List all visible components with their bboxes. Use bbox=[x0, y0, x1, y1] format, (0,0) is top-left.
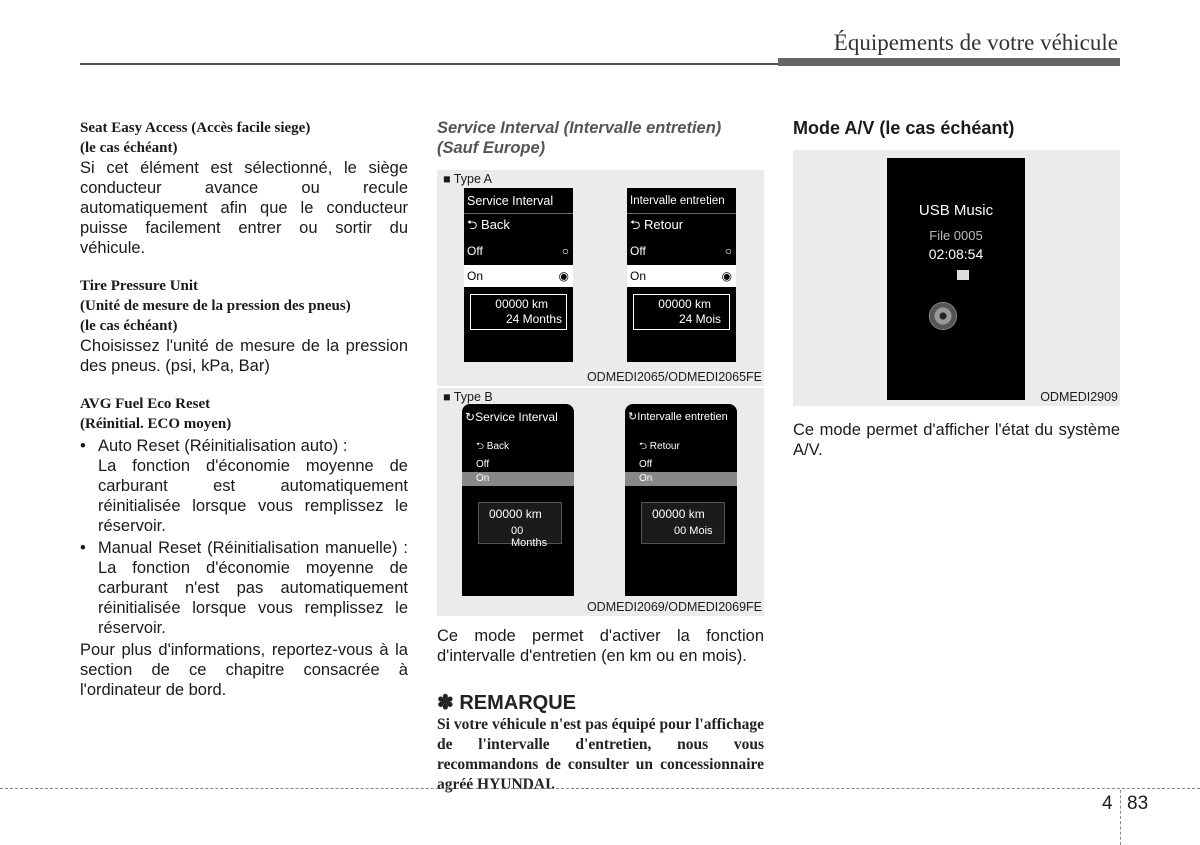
bullet-item bbox=[80, 436, 408, 456]
disc-icon bbox=[929, 302, 957, 330]
service-interval-body: Ce mode permet d'activer la fonction d'intervalle d'entretien (en km ou en mois). bbox=[437, 627, 764, 665]
screen-a-en bbox=[464, 188, 573, 362]
months-value: 00 Months bbox=[511, 525, 548, 549]
screen-b-fr bbox=[625, 404, 737, 596]
type-a-label: ■ Type A bbox=[443, 172, 493, 186]
months-value: 24 Months bbox=[505, 312, 562, 326]
remarque-body: Si votre véhicule n'est pas équipé pour l'affichage de l'intervalle d'entretien, nous vous recommandons de consulter un concessionnaire agréé HYUNDAI. bbox=[437, 716, 764, 793]
section-subtitle: (le cas échéant) bbox=[80, 140, 178, 156]
section-title: Seat Easy Access (Accès facile siege) bbox=[80, 120, 311, 136]
section-body: Si cet élément est sélectionné, le siège conducteur avance ou recule automatiquement afin que le conducteur puisse facilement entrer ou sortir du véhicule. bbox=[80, 159, 408, 257]
header-rule bbox=[80, 63, 778, 65]
av-title: USB Music bbox=[918, 202, 994, 219]
screen-header: Service Interval bbox=[467, 194, 554, 208]
bullet-body: La fonction d'économie moyenne de carburant est automatiquement réinitialisée lorsque vous remplissez le réservoir. bbox=[98, 457, 408, 535]
screen-back-row: ⮌ Back bbox=[476, 441, 510, 452]
type-b-label: ■ Type B bbox=[443, 390, 493, 404]
bullet-dot: • bbox=[80, 437, 86, 455]
back-label: Retour bbox=[644, 217, 684, 232]
figure-type-a bbox=[437, 170, 764, 386]
header-rule-thick bbox=[778, 58, 1120, 66]
screen-off-row bbox=[464, 240, 573, 262]
column-right bbox=[793, 118, 1120, 460]
screen-back-row: ⮌ Back bbox=[467, 217, 510, 232]
screen-header: Intervalle entretien bbox=[630, 195, 725, 207]
interval-values-box bbox=[633, 294, 730, 330]
interval-values-box bbox=[478, 502, 562, 549]
screen-on-row bbox=[464, 265, 573, 287]
section-title: Tire Pressure Unit bbox=[80, 278, 199, 294]
screen-off-row: Off bbox=[639, 459, 653, 470]
back-label: Back bbox=[486, 441, 510, 452]
figure-av bbox=[793, 150, 1120, 406]
service-interval-title: Service Interval (Intervalle entretien) (Sauf Europe) bbox=[437, 119, 722, 157]
header-label: Intervalle entretien bbox=[637, 411, 728, 423]
interval-values-box bbox=[641, 502, 725, 544]
section-avg-fuel-eco-reset bbox=[80, 394, 408, 700]
footer-rule bbox=[0, 788, 1200, 789]
column-left bbox=[80, 118, 408, 700]
mode-av-body: Ce mode permet d'afficher l'état du système A/V. bbox=[793, 421, 1120, 459]
bullet-text: Auto Reset (Réinitialisation auto) : bbox=[98, 437, 348, 455]
bullet-dot: • bbox=[80, 539, 86, 557]
km-value: 00000 km bbox=[652, 507, 705, 521]
figure-caption: ODMEDI2069/ODMEDI2069FE bbox=[586, 600, 762, 614]
screen-back-row: ⮌ Retour bbox=[639, 441, 680, 452]
radio-selected-icon: ◉ bbox=[721, 269, 732, 283]
screen-on-row: On bbox=[462, 472, 574, 486]
closing-text: Pour plus d'informations, reportez-vous à la section de ce chapitre consacrée à l'ordinateur de bord. bbox=[80, 641, 408, 699]
km-value: 00000 km bbox=[489, 507, 542, 521]
header-label: Service Interval bbox=[475, 410, 558, 424]
av-file: File 0005 bbox=[929, 228, 983, 243]
figure-caption: ODMEDI2065/ODMEDI2065FE bbox=[586, 370, 762, 384]
footer-divider bbox=[1120, 790, 1121, 845]
screen-on-row bbox=[627, 265, 736, 287]
usb-icon bbox=[957, 270, 969, 280]
screen-back-row: ⮌ Retour bbox=[630, 217, 684, 232]
screen-on-row: On bbox=[625, 472, 737, 486]
bullet-item bbox=[80, 538, 408, 638]
screen-header bbox=[462, 406, 574, 428]
figure-type-b bbox=[437, 388, 764, 616]
screen-header bbox=[625, 406, 737, 428]
off-label: Off bbox=[467, 244, 483, 258]
av-time: 02:08:54 bbox=[928, 246, 984, 262]
screen-a-fr bbox=[627, 188, 736, 362]
section-subtitle: (Unité de mesure de la pression des pneus) bbox=[80, 298, 351, 314]
radio-unselected-icon: ○ bbox=[724, 244, 732, 258]
figure-caption: ODMEDI2909 bbox=[1040, 390, 1118, 404]
section-title: AVG Fuel Eco Reset bbox=[80, 396, 211, 412]
months-value: 24 Mois bbox=[678, 312, 721, 326]
on-label: On bbox=[467, 269, 484, 283]
chapter-number: 4 bbox=[1102, 793, 1113, 814]
back-label: Back bbox=[481, 217, 510, 232]
radio-unselected-icon: ○ bbox=[561, 244, 569, 258]
km-value: 00000 km bbox=[495, 297, 548, 311]
section-seat-easy-access bbox=[80, 118, 408, 258]
months-value: 00 Mois bbox=[674, 525, 713, 537]
radio-selected-icon: ◉ bbox=[558, 269, 569, 283]
back-label: Retour bbox=[649, 441, 680, 452]
section-body: Choisissez l'unité de mesure de la pression des pneus. (psi, kPa, Bar) bbox=[80, 337, 408, 375]
section-subtitle: (Réinitial. ECO moyen) bbox=[80, 416, 232, 432]
screen-off-row bbox=[627, 240, 736, 262]
on-label: On bbox=[630, 269, 647, 283]
interval-values-box bbox=[470, 294, 567, 330]
section-tire-pressure-unit bbox=[80, 276, 408, 376]
remarque-title: ✽ REMARQUE bbox=[437, 692, 576, 714]
off-label: Off bbox=[630, 244, 646, 258]
av-screen bbox=[887, 158, 1025, 400]
refresh-icon: ↻ bbox=[465, 410, 476, 424]
column-middle bbox=[437, 118, 764, 795]
header-title: Équipements de votre véhicule bbox=[833, 30, 1118, 55]
screen-off-row: Off bbox=[476, 459, 490, 470]
km-value: 00000 km bbox=[658, 297, 711, 311]
page-number: 83 bbox=[1127, 793, 1149, 814]
section-subtitle: (le cas échéant) bbox=[80, 318, 178, 334]
refresh-icon: ↻ bbox=[628, 411, 638, 423]
bullet-text: Manual Reset (Réinitialisation manuelle) : La fonction d'économie moyenne de carburant n'est pas automatiquement réinitialisée lorsque vous remplissez le réservoir. bbox=[98, 539, 408, 637]
mode-av-title: Mode A/V (le cas échéant) bbox=[793, 118, 1015, 138]
screen-b-en bbox=[462, 404, 574, 596]
